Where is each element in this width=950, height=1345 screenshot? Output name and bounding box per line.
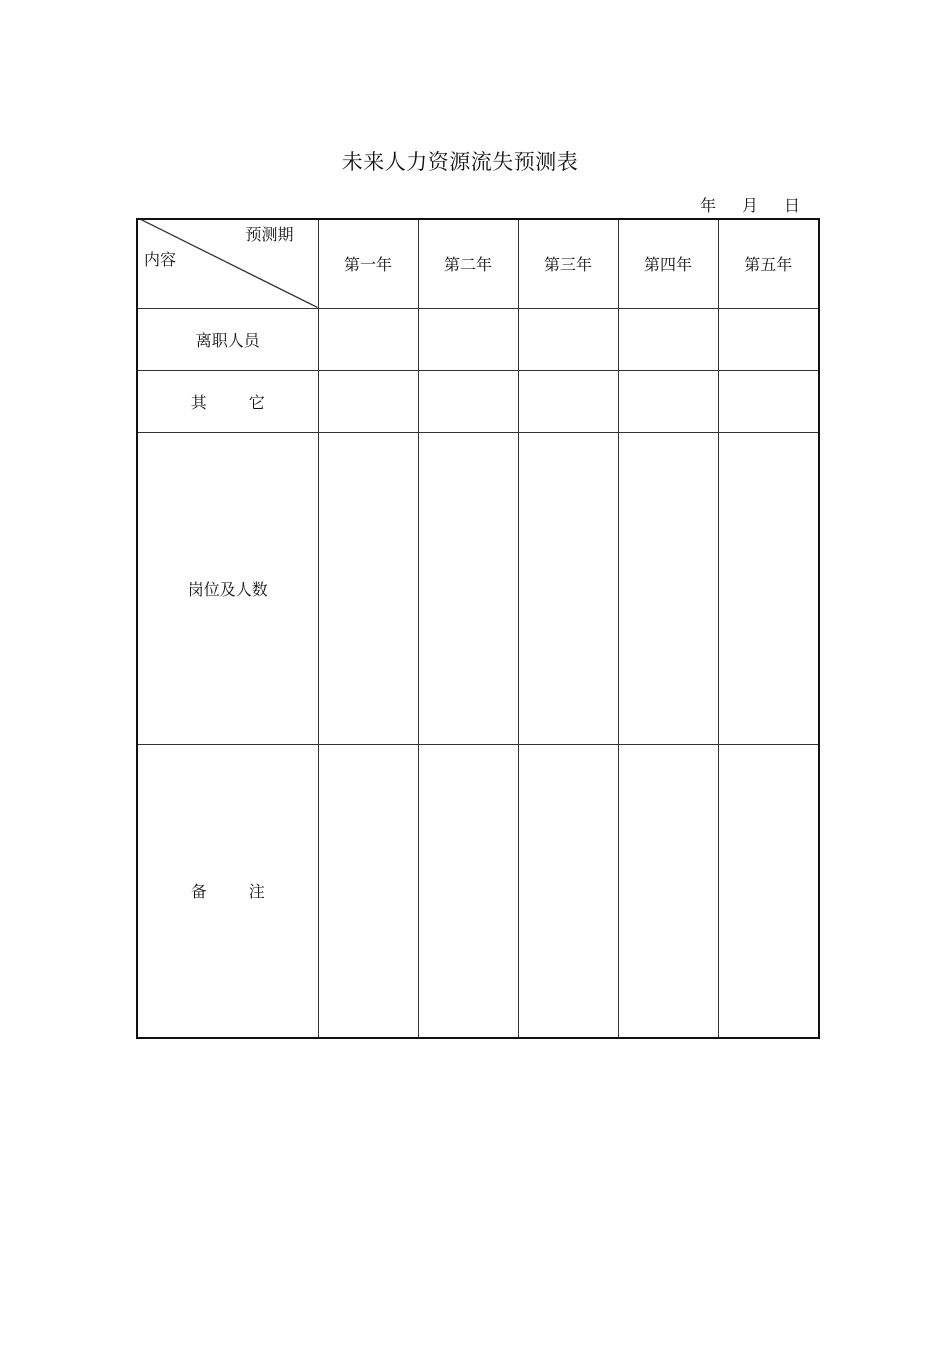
column-header-year-2: 第二年: [418, 219, 518, 308]
input-cell[interactable]: [618, 432, 718, 744]
input-cell[interactable]: [418, 308, 518, 370]
input-cell[interactable]: [518, 308, 618, 370]
row-label-departures: [137, 308, 318, 370]
input-cell[interactable]: [318, 744, 418, 1038]
input-cell[interactable]: [518, 370, 618, 432]
input-cell[interactable]: [718, 744, 819, 1038]
date-year-label: 年: [700, 196, 717, 215]
input-cell[interactable]: [518, 432, 618, 744]
input-cell[interactable]: [618, 308, 718, 370]
input-cell[interactable]: [418, 370, 518, 432]
date-line: [700, 193, 800, 216]
input-cell[interactable]: [518, 744, 618, 1038]
row-label-remarks: [137, 744, 318, 1038]
header-row: [137, 219, 819, 308]
column-header-year-5: 第五年: [718, 219, 819, 308]
table-row: [137, 744, 819, 1038]
input-cell[interactable]: [318, 370, 418, 432]
page-title: 未来人力资源流失预测表: [341, 150, 579, 174]
table-row: [137, 432, 819, 744]
input-cell[interactable]: [618, 370, 718, 432]
input-cell[interactable]: [718, 370, 819, 432]
input-cell[interactable]: [318, 308, 418, 370]
table-row: [137, 370, 819, 432]
input-cell[interactable]: [718, 432, 819, 744]
date-day-label: 日: [783, 196, 800, 215]
input-cell[interactable]: [318, 432, 418, 744]
row-label-char-1: 其: [190, 392, 207, 412]
row-label-char-2: 注: [248, 882, 265, 902]
corner-label-period: 预测期: [245, 225, 294, 244]
table-row: [137, 308, 819, 370]
forecast-table: [136, 218, 820, 1039]
input-cell[interactable]: [718, 308, 819, 370]
row-label-text: 岗位及人数: [187, 579, 268, 599]
row-label-positions: [137, 432, 318, 744]
row-label-text: [191, 393, 265, 412]
row-label-text: [191, 882, 265, 901]
row-label-text: 离职人员: [195, 330, 260, 350]
column-header-year-1: 第一年: [318, 219, 418, 308]
column-header-year-3: 第三年: [518, 219, 618, 308]
corner-label-content: 内容: [144, 250, 177, 269]
input-cell[interactable]: [418, 432, 518, 744]
date-month-label: 月: [741, 196, 758, 215]
input-cell[interactable]: [418, 744, 518, 1038]
row-label-other: [137, 370, 318, 432]
corner-header-cell: [137, 219, 318, 308]
input-cell[interactable]: [618, 744, 718, 1038]
row-label-char-2: 它: [248, 392, 265, 412]
row-label-char-1: 备: [190, 882, 207, 902]
column-header-year-4: 第四年: [618, 219, 718, 308]
